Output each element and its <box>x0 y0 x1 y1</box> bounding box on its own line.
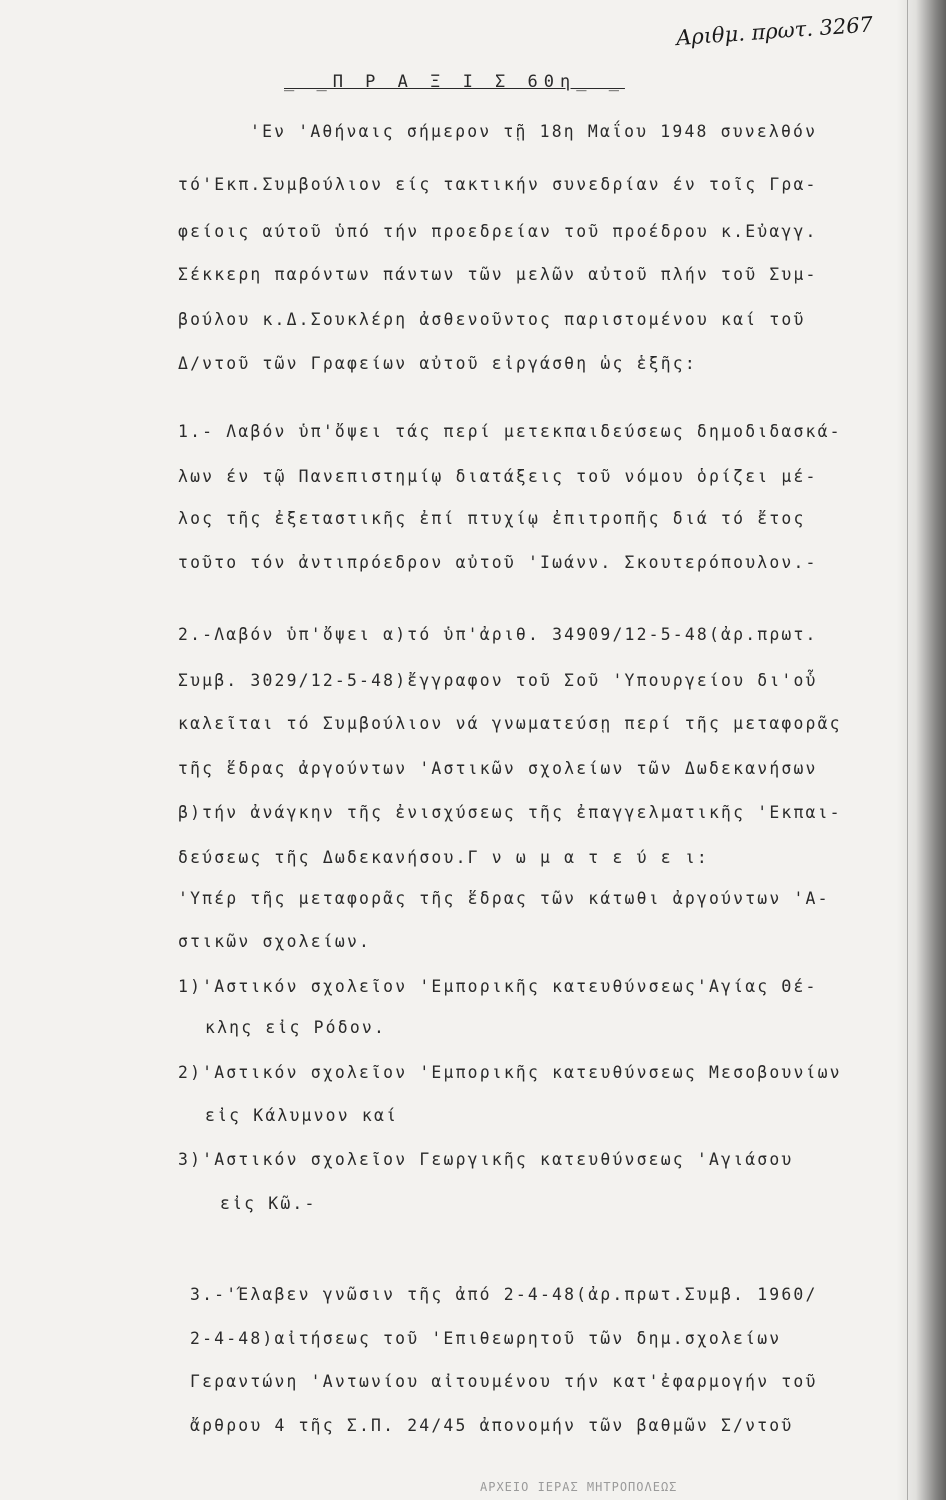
text-line: Δ/ντοῦ τῶν Γραφείων αὐτοῦ εἰργάσθη ὡς ἑξῆς: <box>178 354 697 373</box>
text-line: στικῶν σχολείων. <box>178 932 372 951</box>
text-line: 'Εν 'Αθήναις σήμερον τῇ 18η Μαΐου 1948 συνελθόν <box>250 122 818 141</box>
text-line: τοῦτο τόν ἀντιπρόεδρον αὐτοῦ 'Ιωάνν. Σκουτερόπουλον.- <box>178 553 818 572</box>
list-item: 1)'Αστικόν σχολεῖον 'Εμπορικῆς κατευθύνσεως'Αγίας Θέ- <box>178 977 818 996</box>
text-line: β)τήν ἀνάγκην τῆς ἐνισχύσεως τῆς ἐπαγγελματικῆς 'Εκπαι- <box>178 803 842 822</box>
list-item: 3)'Αστικόν σχολεῖον Γεωργικῆς κατευθύνσεως 'Αγιάσου <box>178 1150 794 1169</box>
text-line: βούλου κ.Δ.Σουκλέρη ἀσθενοῦντος παριστομένου καί τοῦ <box>178 310 806 329</box>
text-line: κλης εἰς Ρόδον. <box>205 1018 387 1037</box>
text-line: τό'Εκπ.Συμβούλιον είς τακτικήν συνεδρίαν έν τοῖς Γρα- <box>178 175 818 194</box>
text-line: λος τῆς ἐξεταστικῆς ἐπί πτυχίῳ ἐπιτροπῆς διά τό ἔτος <box>178 509 806 528</box>
handwritten-protocol-number: Αριθμ. πρωτ. 3267 <box>675 12 874 51</box>
document-title: _ _Π Ρ Α Ξ Ι Σ 60η_ _ <box>284 72 625 92</box>
archive-footer-stamp: ΑΡΧΕΙΟ ΙΕΡΑΣ ΜΗΤΡΟΠΟΛΕΩΣ <box>480 1480 678 1494</box>
text-line: Σέκκερη παρόντων πάντων τῶν μελῶν αὐτοῦ πλήν τοῦ Συμ- <box>178 265 818 284</box>
text-line: 'Υπέρ τῆς μεταφορᾶς τῆς ἕδρας τῶν κάτωθι ἀργούντων 'Α- <box>178 889 830 908</box>
text-line: φείοις αύτοῦ ὑπό τήν προεδρείαν τοῦ προέδρου κ.Εὐαγγ. <box>178 222 818 241</box>
text-line: δεύσεως τῆς Δωδεκανήσου.Γ ν ω μ α τ ε ύ ε ι: <box>178 848 709 867</box>
text-line: 1.- Λαβόν ὑπ'ὄψει τάς περί μετεκπαιδεύσεως δημοδιδασκά- <box>178 422 842 441</box>
text-line: ἄρθρου 4 τῆς Σ.Π. 24/45 ἀπονομήν τῶν βαθμῶν Σ/ντοῦ <box>190 1416 794 1435</box>
text-line: καλεῖται τό Συμβούλιον νά γνωματεύσῃ περί τῆς μεταφορᾶς <box>178 714 842 733</box>
text-line: λων έν τῷ Πανεπιστημίῳ διατάξεις τοῦ νόμου ὁρίζει μέ- <box>178 467 818 486</box>
text-line: Συμβ. 3029/12-5-48)ἔγγραφον τοῦ Σοῦ 'Υπουργείου δι'οὗ <box>178 671 818 690</box>
text-line: εἰς Κῶ.- <box>220 1194 317 1213</box>
text-line: εἰς Κάλυμνον καί <box>205 1106 399 1125</box>
text-line: 2.-Λαβόν ὑπ'ὄψει α)τό ὑπ'ἀριθ. 34909/12-5-48(ἀρ.πρωτ. <box>178 625 818 644</box>
list-item: 2)'Αστικόν σχολεῖον 'Εμπορικῆς κατευθύνσεως Μεσοβουνίων <box>178 1063 842 1082</box>
text-line: 3.-'Έλαβεν γνῶσιν τῆς ἀπό 2-4-48(ἀρ.πρωτ.Συμβ. 1960/ <box>190 1285 818 1304</box>
page-edge-line <box>907 0 908 1500</box>
page-edge-shadow <box>896 0 946 1500</box>
text-line: τῆς ἕδρας ἀργούντων 'Αστικῶν σχολείων τῶν Δωδεκανήσων <box>178 759 818 778</box>
text-line: Γεραντώνη 'Αντωνίου αἰτουμένου τήν κατ'ἐφαρμογήν τοῦ <box>190 1372 818 1391</box>
text-line: 2-4-48)αἰτήσεως τοῦ 'Επιθεωρητοῦ τῶν δημ.σχολείων <box>190 1329 782 1348</box>
